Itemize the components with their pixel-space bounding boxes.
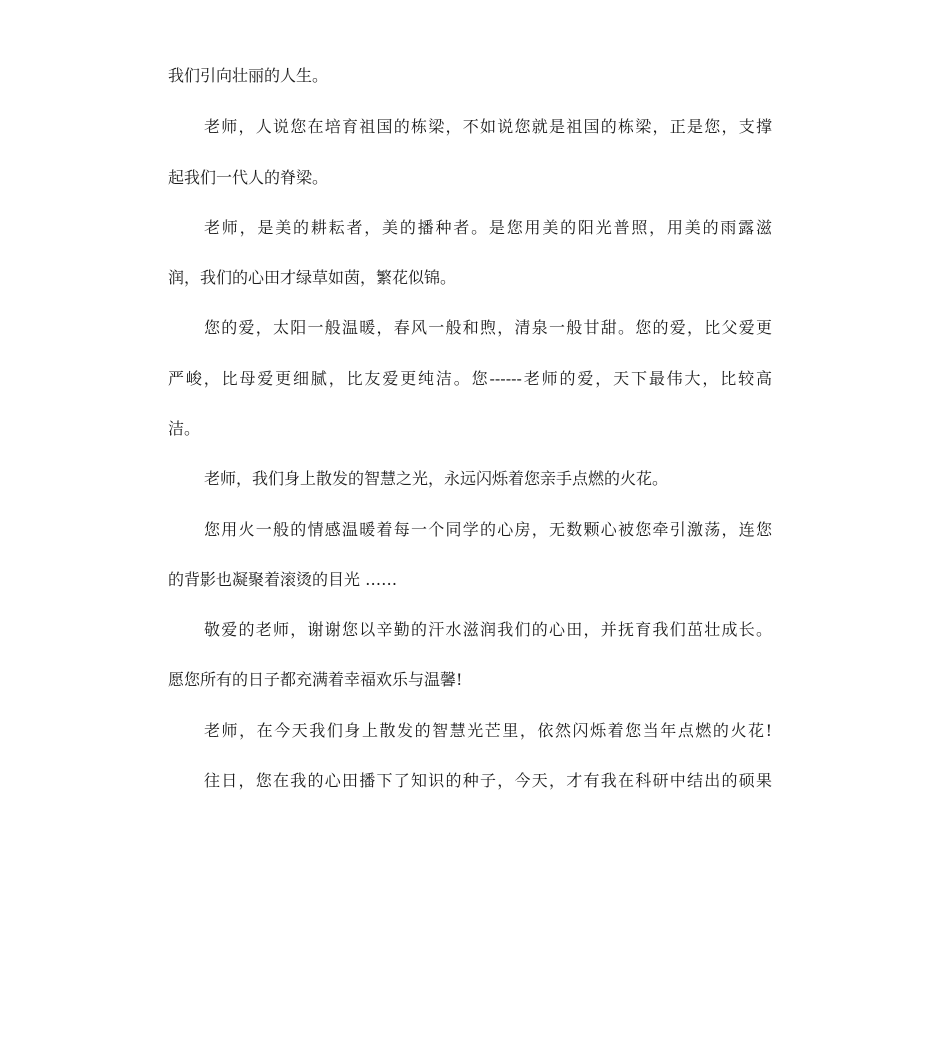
text-line: 我们引向壮丽的人生。 — [168, 66, 329, 85]
text-line: 起我们一代人的脊梁。 — [168, 168, 329, 187]
text-line: 润，我们的心田才绿草如茵，繁花似锦。 — [168, 268, 457, 287]
paragraph-first-line: 您的爱，太阳一般温暖，春风一般和煦，清泉一般甘甜。您的爱，比父爱更 — [204, 318, 772, 337]
paragraph-first-line: 老师，人说您在培育祖国的栋梁，不如说您就是祖国的栋梁，正是您，支撑 — [204, 117, 772, 136]
paragraph-first-line: 敬爱的老师，谢谢您以辛勤的汗水滋润我们的心田，并抚育我们茁壮成长。 — [204, 620, 772, 639]
paragraph-first-line: 往日，您在我的心田播下了知识的种子，今天，才有我在科研中结出的硕果 — [204, 771, 772, 790]
text-line: 愿您所有的日子都充满着幸福欢乐与温馨! — [168, 670, 463, 689]
paragraph-first-line: 老师，我们身上散发的智慧之光，永远闪烁着您亲手点燃的火花。 — [204, 469, 669, 488]
text-line: 的背影也凝聚着滚烫的目光 …… — [168, 570, 398, 589]
text-line: 洁。 — [168, 419, 201, 438]
paragraph-first-line: 老师，在今天我们身上散发的智慧光芒里，依然闪烁着您当年点燃的火花! — [204, 721, 772, 740]
text-line: 严峻，比母爱更细腻，比友爱更纯洁。您------老师的爱，天下最伟大，比较高 — [168, 369, 772, 388]
paragraph-first-line: 您用火一般的情感温暖着每一个同学的心房，无数颗心被您牵引激荡，连您 — [204, 520, 772, 539]
paragraph-first-line: 老师，是美的耕耘者，美的播种者。是您用美的阳光普照，用美的雨露滋 — [204, 218, 772, 237]
